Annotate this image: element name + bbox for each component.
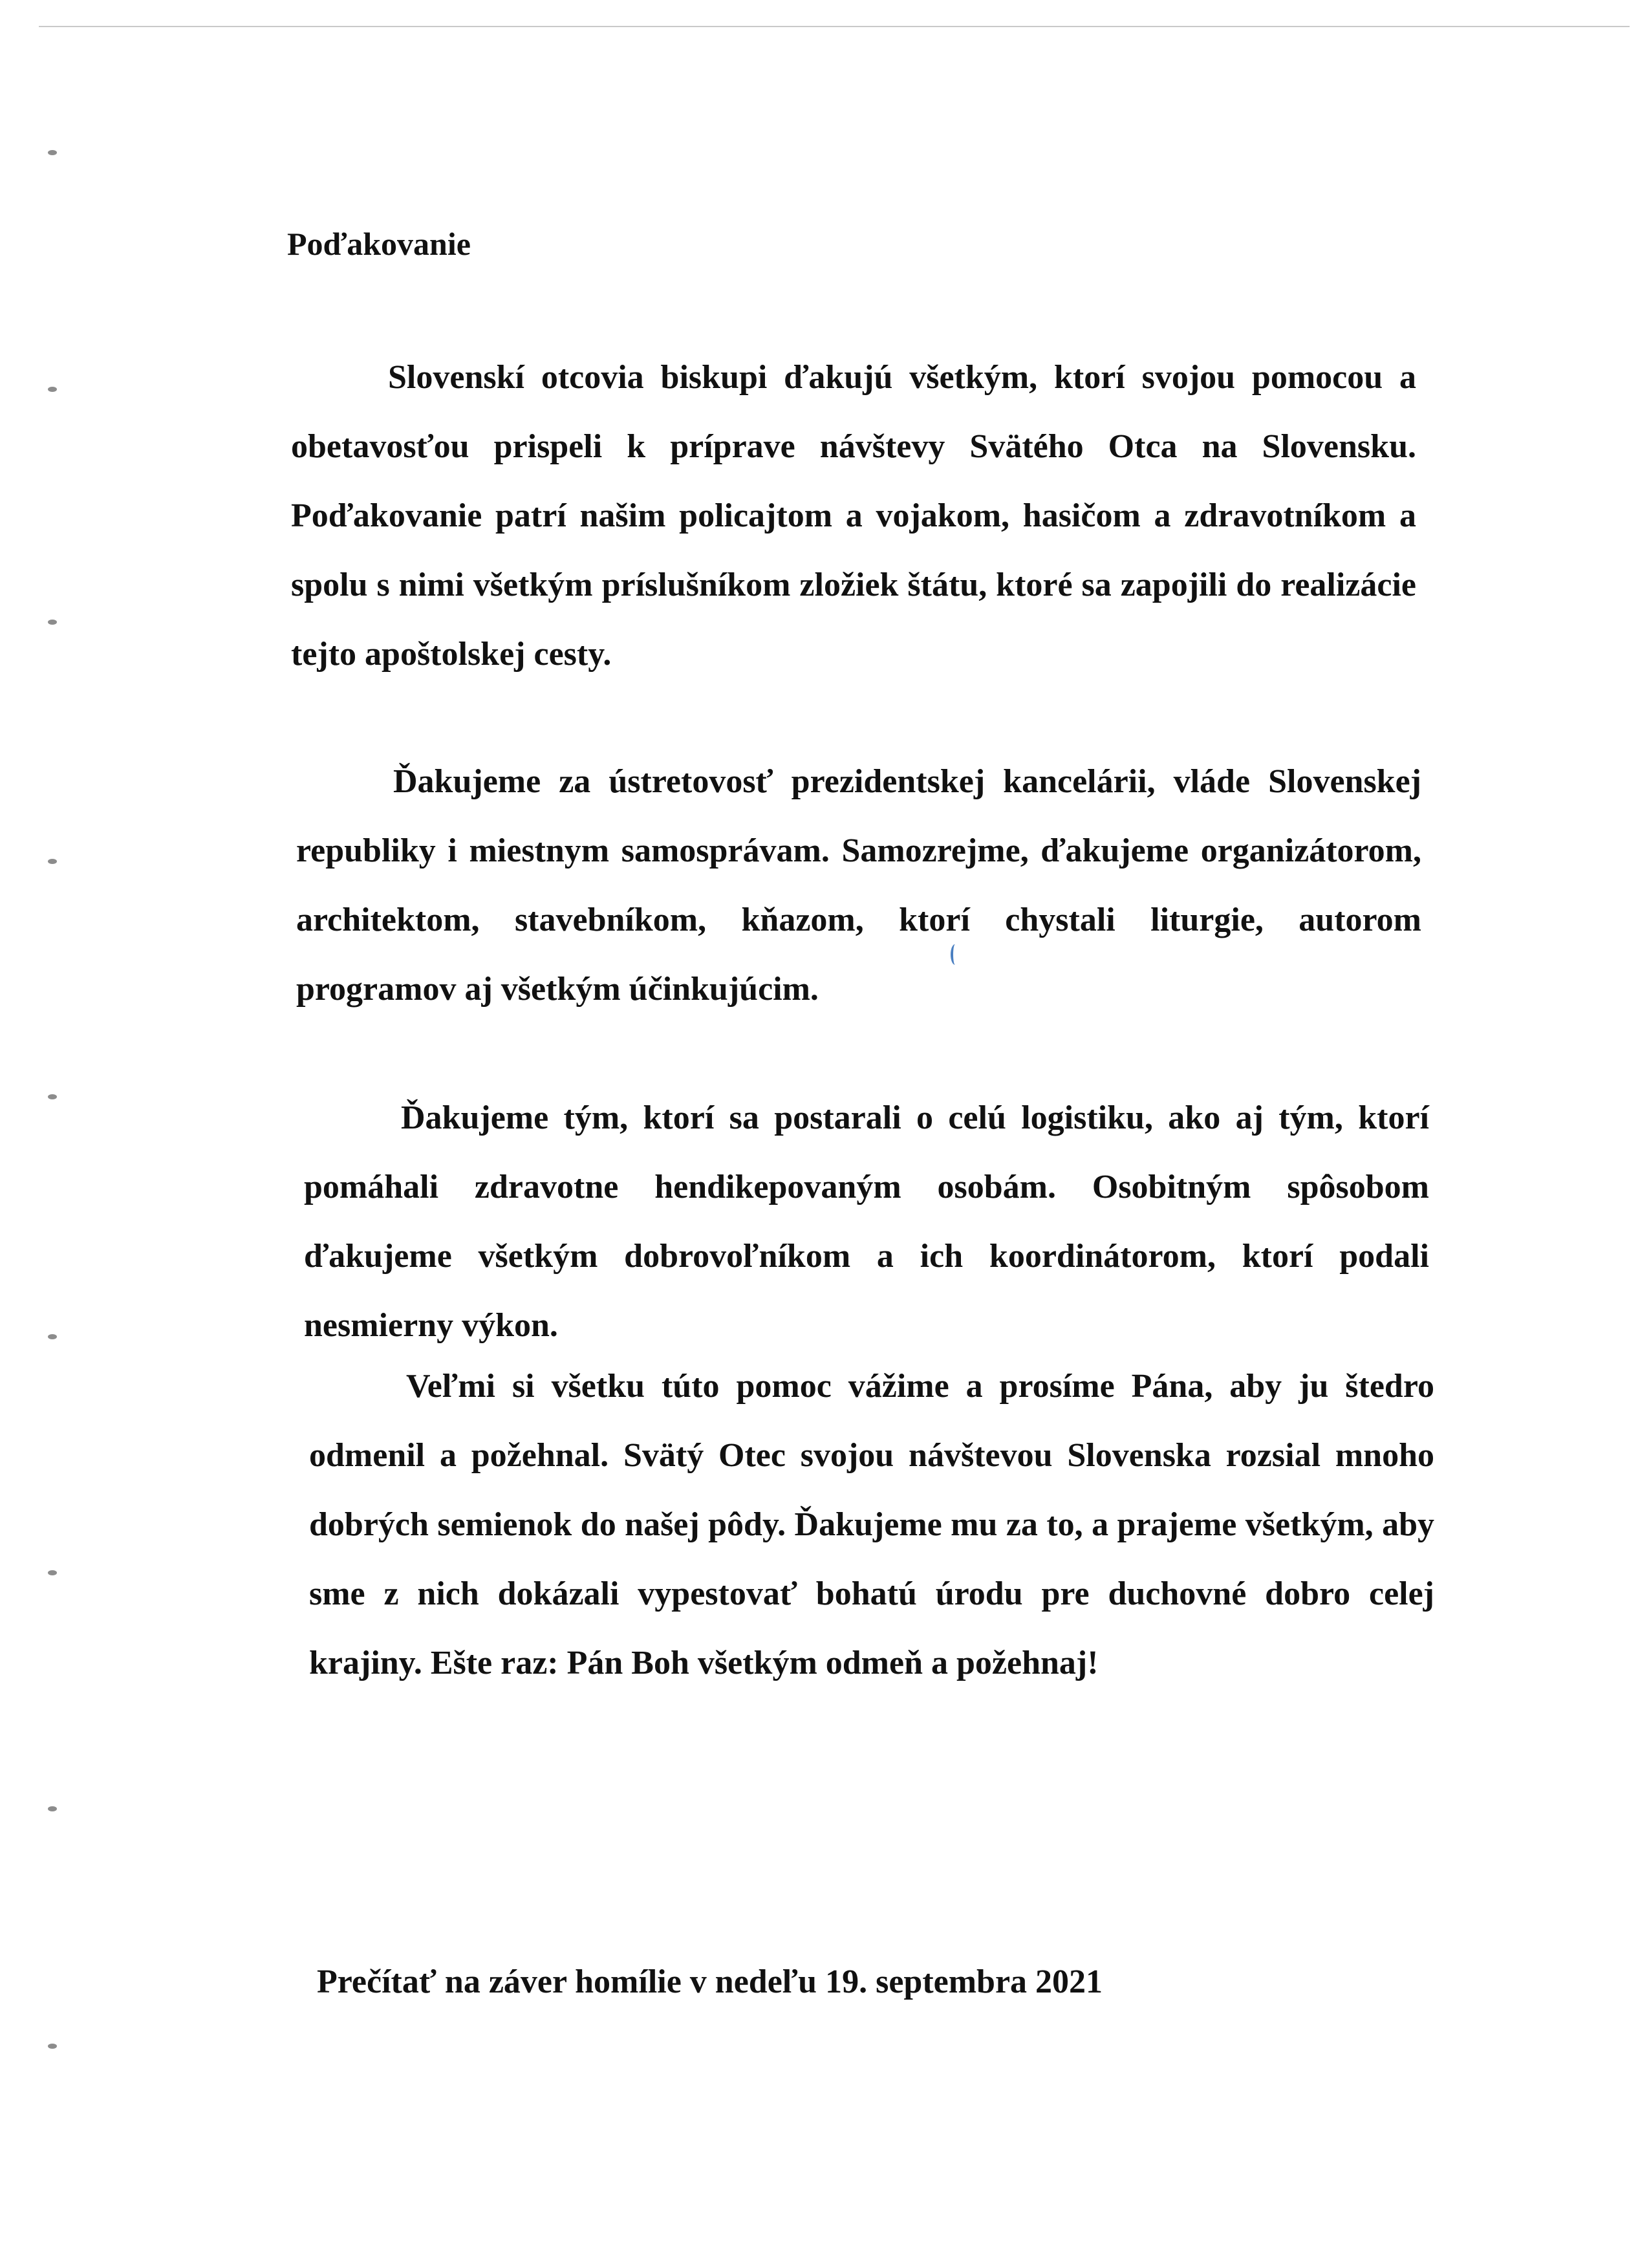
paragraph-thanks-bishops: Slovenskí otcovia biskupi ďakujú všetkým, ktorí svojou pomocou a obetavosťou prispeli k príprave návštevy Svätého Otca na Slovensku. Poďakovanie patrí našim policajtom a vojakom, hasičom a zdravotníkom a spolu s nimi všetkým príslušníkom zložiek štátu, ktoré sa zapojili do realizácie tejto apoštolskej cesty. <box>291 359 1416 673</box>
binder-hole-mark <box>48 859 57 864</box>
paragraph-thanks-institutions: Ďakujeme za ústretovosť prezidentskej kancelárii, vláde Slovenskej republiky i miestnym samosprávam. Samozrejme, ďakujeme organizátorom, architektom, stavebníkom, kňazom, ktorí chystali liturgie, autorom programov aj všetkým účinkujúcim. <box>296 763 1421 1008</box>
page-title: Poďakovanie <box>287 226 471 262</box>
closing-note: Prečítať na záver homílie v nedeľu 19. septembra 2021 <box>317 1963 1103 2000</box>
binder-hole-mark <box>48 150 57 155</box>
ink-mark <box>951 944 960 965</box>
paragraph-blessing: Veľmi si všetku túto pomoc vážime a prosíme Pána, aby ju štedro odmenil a požehnal. Svätý Otec svojou návštevou Slovenska rozsial mnoho dobrých semienok do našej pôdy. Ďakujeme mu za to, a prajeme všetkým, aby sme z nich dokázali vypestovať bohatú úrodu pre duchovné dobro celej krajiny. Ešte raz: Pán Boh všetkým odmeň a požehnaj! <box>309 1368 1434 1681</box>
binder-hole-mark <box>48 1334 57 1339</box>
binder-hole-mark <box>48 1806 57 1811</box>
binder-hole-mark <box>48 2044 57 2049</box>
scan-edge-line <box>39 26 1630 27</box>
binder-hole-mark <box>48 1570 57 1575</box>
binder-hole-mark <box>48 387 57 392</box>
paragraph-thanks-logistics: Ďakujeme tým, ktorí sa postarali o celú logistiku, ako aj tým, ktorí pomáhali zdravotne hendikepovaným osobám. Osobitným spôsobom ďakujeme všetkým dobrovoľníkom a ich koordinátorom, ktorí podali nesmierny výkon. <box>304 1099 1429 1344</box>
binder-hole-mark <box>48 620 57 625</box>
binder-hole-mark <box>48 1094 57 1099</box>
